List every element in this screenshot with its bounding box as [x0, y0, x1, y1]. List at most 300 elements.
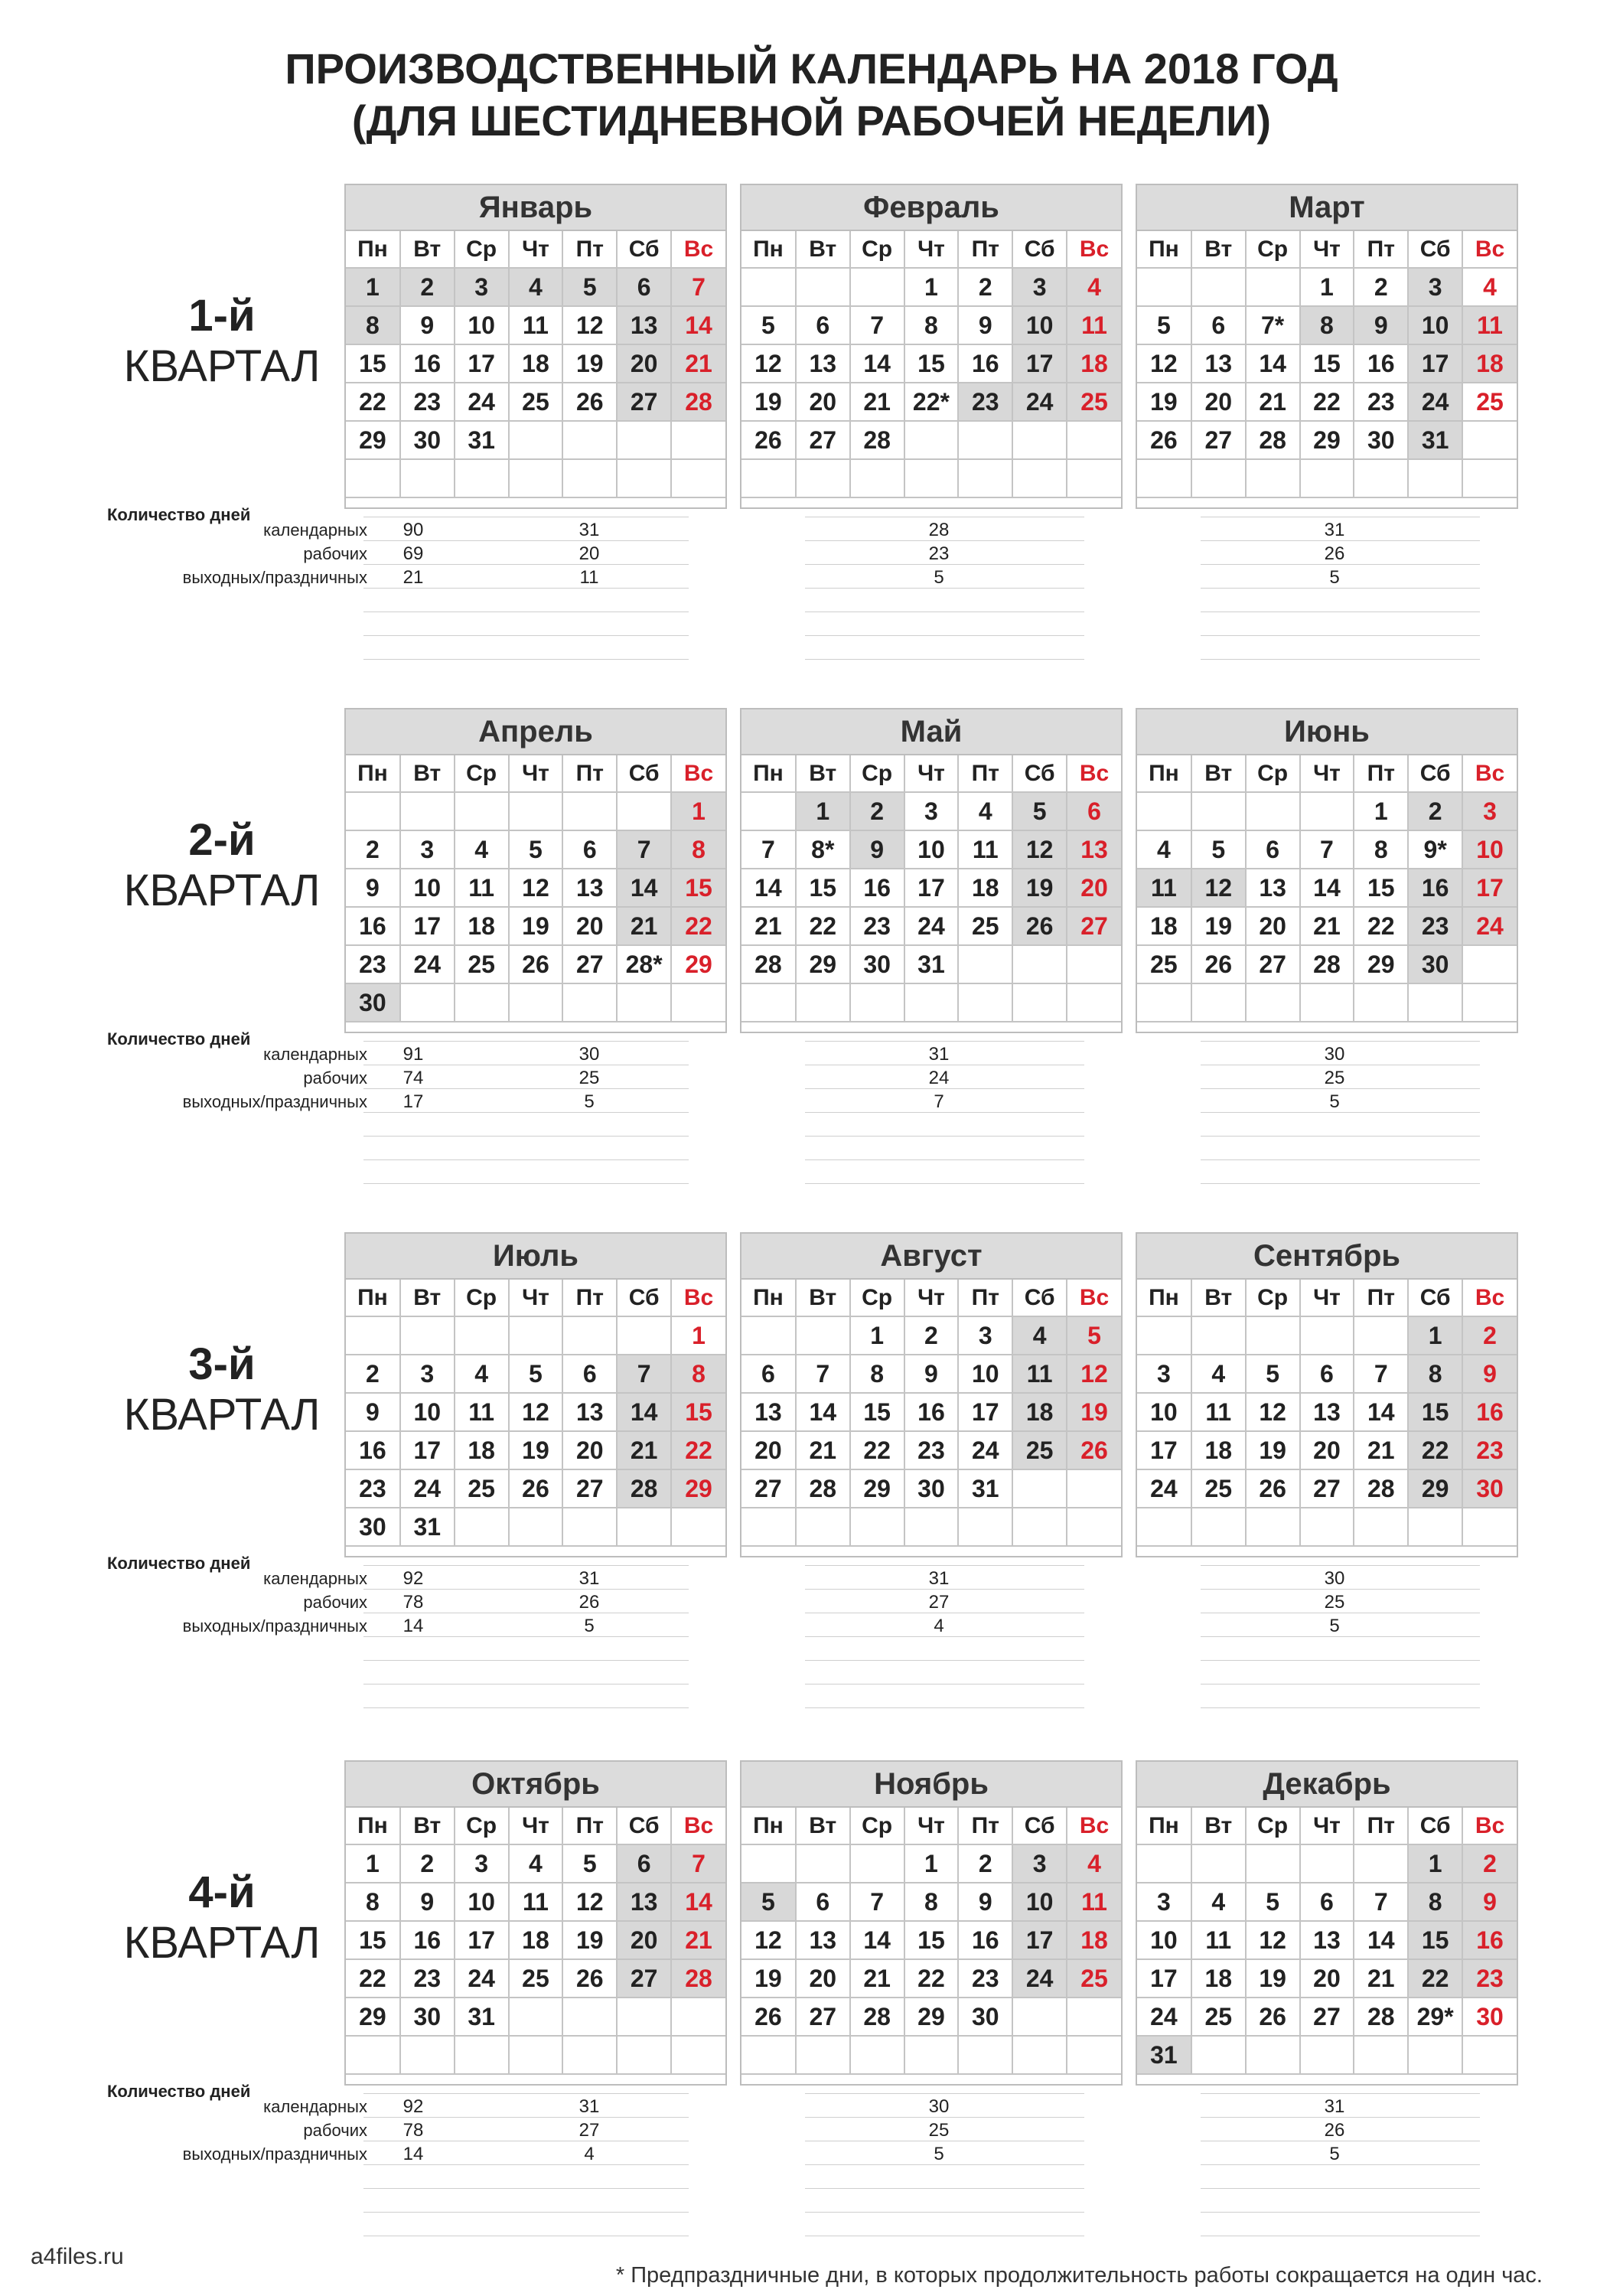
day-cell: 29: [796, 945, 850, 983]
day-cell: 13: [796, 344, 850, 383]
weekday-header: Пт: [562, 1808, 617, 1844]
empty-cell: [617, 1998, 671, 2036]
day-cell: 27: [617, 1959, 671, 1998]
day-cell: 29: [1408, 1469, 1462, 1508]
day-cell: 18: [1012, 1393, 1067, 1431]
day-cell: 23: [1408, 907, 1462, 945]
empty-cell: [958, 2036, 1012, 2074]
empty-cell: [1137, 1508, 1191, 1546]
day-cell: 9: [1462, 1355, 1517, 1393]
day-cell: 19: [1067, 1393, 1121, 1431]
weekday-header: Сб: [1012, 1808, 1067, 1844]
week-row: [741, 945, 1121, 983]
empty-cell: [400, 459, 455, 497]
day-cell: 5: [1246, 1883, 1300, 1921]
day-cell: 4: [1067, 1844, 1121, 1883]
day-cell: 6: [741, 1355, 796, 1393]
empty-cell: [1300, 983, 1354, 1022]
empty-cell: [509, 792, 563, 830]
day-cell: 7*: [1246, 306, 1300, 344]
week-row: [346, 1844, 725, 1883]
weekday-header: Пт: [1354, 1808, 1408, 1844]
rule-line: [805, 1636, 1084, 1637]
month-count-working: 26: [578, 1592, 600, 1613]
day-cell: 4: [958, 792, 1012, 830]
empty-cell: [958, 459, 1012, 497]
day-cell: 16: [1354, 344, 1408, 383]
empty-cell: [1354, 2036, 1408, 2074]
day-cell: 7: [671, 268, 725, 306]
day-cell: 28: [1354, 1469, 1408, 1508]
weekday-header: Сб: [1408, 231, 1462, 268]
counts-label-weekends: выходных/праздничных: [182, 1616, 367, 1636]
quarter-word: КВАРТАЛ: [123, 341, 321, 391]
day-cell: 26: [1067, 1431, 1121, 1469]
month-grid: [346, 1280, 725, 1547]
rule-line: [1201, 2117, 1480, 2118]
day-cell: 14: [1354, 1921, 1408, 1959]
day-cell: 20: [1191, 383, 1246, 421]
day-cell: 19: [509, 1431, 563, 1469]
day-cell: 17: [1012, 1921, 1067, 1959]
month-grid: [1137, 1280, 1517, 1547]
day-cell: 4: [455, 1355, 509, 1393]
month-count-weekends: 5: [934, 567, 944, 588]
day-cell: 25: [1462, 383, 1517, 421]
day-cell: 14: [1246, 344, 1300, 383]
day-cell: 15: [346, 344, 400, 383]
week-row: [346, 268, 725, 306]
rule-line: [363, 635, 689, 636]
weekday-header: Вт: [1191, 1280, 1246, 1316]
empty-cell: [1067, 459, 1121, 497]
month-count-weekends: 5: [1329, 1616, 1340, 1636]
rule-line: [805, 1707, 1084, 1708]
day-cell: 29: [346, 421, 400, 459]
month-grid: [741, 1280, 1121, 1547]
empty-cell: [741, 2036, 796, 2074]
month-name: Июль: [346, 1234, 725, 1280]
week-row: [741, 1393, 1121, 1431]
day-cell: 22: [850, 1431, 904, 1469]
day-cell: 26: [1246, 1469, 1300, 1508]
day-cell: 7: [617, 1355, 671, 1393]
empty-cell: [1137, 792, 1191, 830]
rule-line: [805, 1159, 1084, 1160]
day-cell: 20: [741, 1431, 796, 1469]
day-cell: 21: [671, 344, 725, 383]
day-cell: 18: [1462, 344, 1517, 383]
rule-line: [1201, 2212, 1480, 2213]
week-row: [741, 1883, 1121, 1921]
rule-line: [1201, 1159, 1480, 1160]
week-row: [346, 383, 725, 421]
day-cell: 8: [671, 1355, 725, 1393]
weekday-header: Чт: [1300, 1280, 1354, 1316]
week-row: [741, 421, 1121, 459]
week-row: [741, 459, 1121, 497]
day-cell: 22: [1354, 907, 1408, 945]
day-cell: 21: [850, 1959, 904, 1998]
day-cell: 22: [671, 907, 725, 945]
quarter-label: [107, 1339, 337, 1440]
week-row: [1137, 1959, 1517, 1998]
day-cell: 7: [1354, 1883, 1408, 1921]
week-row: [741, 344, 1121, 383]
empty-cell: [1012, 459, 1067, 497]
week-row: [741, 983, 1121, 1022]
day-cell: 23: [958, 383, 1012, 421]
day-cell: 26: [509, 945, 563, 983]
week-row: [741, 907, 1121, 945]
rule-line: [1201, 1589, 1480, 1590]
rule-line: [1201, 659, 1480, 660]
weekday-header: Сб: [617, 1280, 671, 1316]
counts-label-weekends: выходных/праздничных: [182, 568, 367, 587]
weekday-row: [1137, 1808, 1517, 1844]
rule-line: [1201, 588, 1480, 589]
empty-cell: [1012, 983, 1067, 1022]
empty-cell: [850, 2036, 904, 2074]
quarter-word: КВАРТАЛ: [123, 1918, 321, 1968]
day-cell: 25: [1191, 1469, 1246, 1508]
day-cell: 13: [1300, 1393, 1354, 1431]
day-cell: 21: [617, 907, 671, 945]
day-cell: 24: [1012, 1959, 1067, 1998]
empty-cell: [1354, 1844, 1408, 1883]
day-cell: 26: [741, 1998, 796, 2036]
day-cell: 10: [1012, 306, 1067, 344]
empty-cell: [562, 2036, 617, 2074]
weekday-header: Пн: [1137, 1280, 1191, 1316]
week-row: [1137, 268, 1517, 306]
day-cell: 3: [1137, 1355, 1191, 1393]
day-cell: 9*: [1408, 830, 1462, 869]
month-name: Май: [741, 709, 1121, 755]
day-cell: 12: [1246, 1393, 1300, 1431]
day-cell: 24: [1462, 907, 1517, 945]
day-cell: 21: [741, 907, 796, 945]
day-cell: 15: [1408, 1921, 1462, 1959]
day-cell: 21: [671, 1921, 725, 1959]
day-cell: 27: [562, 1469, 617, 1508]
day-cell: 28: [796, 1469, 850, 1508]
empty-cell: [509, 2036, 563, 2074]
day-cell: 13: [1246, 869, 1300, 907]
month-count-calendar: 31: [578, 2096, 600, 2117]
week-row: [1137, 1508, 1517, 1546]
week-row: [1137, 344, 1517, 383]
day-cell: 7: [850, 306, 904, 344]
weekday-row: [1137, 755, 1517, 792]
month-count-working: 25: [928, 2120, 950, 2141]
day-cell: 16: [850, 869, 904, 907]
weekday-header: Чт: [1300, 755, 1354, 792]
day-cell: 31: [455, 1998, 509, 2036]
day-cell: 30: [1462, 1998, 1517, 2036]
day-cell: 6: [1300, 1883, 1354, 1921]
day-cell: 17: [1012, 344, 1067, 383]
weekday-header: Пн: [346, 1808, 400, 1844]
empty-cell: [1137, 1844, 1191, 1883]
day-cell: 9: [958, 306, 1012, 344]
day-cell: 14: [617, 1393, 671, 1431]
week-row: [1137, 945, 1517, 983]
day-cell: 30: [1408, 945, 1462, 983]
week-row: [741, 1508, 1121, 1546]
day-cell: 2: [904, 1316, 959, 1355]
day-cell: 10: [1012, 1883, 1067, 1921]
empty-cell: [562, 792, 617, 830]
day-cell: 11: [1191, 1921, 1246, 1959]
day-cell: 30: [904, 1469, 959, 1508]
day-cell: 27: [1300, 1998, 1354, 2036]
weekday-header: Вт: [400, 1808, 455, 1844]
empty-cell: [400, 792, 455, 830]
weekday-header: Сб: [617, 1808, 671, 1844]
day-cell: 15: [850, 1393, 904, 1431]
day-cell: 23: [850, 907, 904, 945]
day-cell: 25: [958, 907, 1012, 945]
day-cell: 3: [904, 792, 959, 830]
day-cell: 3: [400, 1355, 455, 1393]
month-calendar: [1136, 1232, 1518, 1557]
day-cell: 1: [1300, 268, 1354, 306]
empty-cell: [904, 983, 959, 1022]
day-cell: 8: [850, 1355, 904, 1393]
month-grid: [1137, 755, 1517, 1022]
week-row: [346, 421, 725, 459]
day-cell: 25: [455, 1469, 509, 1508]
month-name: Февраль: [741, 185, 1121, 231]
day-cell: 14: [1354, 1393, 1408, 1431]
empty-cell: [1408, 983, 1462, 1022]
day-cell: 31: [1137, 2036, 1191, 2074]
day-cell: 13: [741, 1393, 796, 1431]
day-cell: 6: [1300, 1355, 1354, 1393]
day-cell: 26: [562, 383, 617, 421]
day-cell: 20: [617, 1921, 671, 1959]
day-cell: 14: [1300, 869, 1354, 907]
counts-heading: Количество дней: [107, 1554, 251, 1573]
month-count-working: 26: [1324, 2120, 1345, 2141]
weekday-header: Пт: [958, 1808, 1012, 1844]
empty-cell: [617, 1508, 671, 1546]
day-cell: 18: [1137, 907, 1191, 945]
day-cell: 26: [741, 421, 796, 459]
empty-cell: [1067, 421, 1121, 459]
weekday-header: Сб: [1408, 1280, 1462, 1316]
day-cell: 27: [796, 421, 850, 459]
weekday-header: Сб: [1408, 1808, 1462, 1844]
empty-cell: [400, 1316, 455, 1355]
month-grid: [1137, 231, 1517, 498]
weekday-header: Пн: [346, 1280, 400, 1316]
weekday-header: Ср: [1246, 1280, 1300, 1316]
day-cell: 11: [1067, 1883, 1121, 1921]
week-row: [741, 1431, 1121, 1469]
month-count-weekends: 7: [934, 1091, 944, 1112]
day-cell: 22: [671, 1431, 725, 1469]
day-cell: 18: [455, 907, 509, 945]
rule-line: [363, 2212, 689, 2213]
weekday-header: Пн: [741, 1808, 796, 1844]
empty-cell: [796, 2036, 850, 2074]
day-cell: 19: [1191, 907, 1246, 945]
day-cell: 7: [741, 830, 796, 869]
day-cell: 27: [1300, 1469, 1354, 1508]
rule-line: [805, 1660, 1084, 1661]
empty-cell: [741, 983, 796, 1022]
day-cell: 6: [796, 1883, 850, 1921]
weekday-header: Чт: [904, 231, 959, 268]
day-cell: 14: [617, 869, 671, 907]
rule-line: [1201, 564, 1480, 565]
day-cell: 4: [1462, 268, 1517, 306]
month-name: Декабрь: [1137, 1762, 1517, 1808]
day-cell: 12: [562, 1883, 617, 1921]
day-cell: 19: [741, 383, 796, 421]
day-cell: 23: [904, 1431, 959, 1469]
month-count-working: 27: [928, 1592, 950, 1613]
weekday-header: Вс: [1067, 1808, 1121, 1844]
counts-label-working: рабочих: [303, 2121, 367, 2140]
empty-cell: [562, 421, 617, 459]
week-row: [346, 792, 725, 830]
empty-cell: [796, 1316, 850, 1355]
weekday-row: [741, 1280, 1121, 1316]
weekday-row: [346, 231, 725, 268]
empty-cell: [1191, 983, 1246, 1022]
day-cell: 20: [562, 907, 617, 945]
quarter-total-weekends: 14: [402, 2144, 424, 2164]
day-cell: 23: [346, 1469, 400, 1508]
day-cell: 22: [1408, 1431, 1462, 1469]
day-cell: 10: [400, 1393, 455, 1431]
weekday-header: Пн: [741, 231, 796, 268]
day-cell: 20: [796, 1959, 850, 1998]
empty-cell: [617, 792, 671, 830]
day-cell: 1: [1408, 1316, 1462, 1355]
day-cell: 1: [850, 1316, 904, 1355]
month-count-working: 26: [1324, 543, 1345, 564]
rule-line: [805, 1041, 1084, 1042]
month-calendar: [344, 1760, 727, 2086]
day-cell: 28: [671, 383, 725, 421]
month-count-weekends: 5: [584, 1616, 595, 1636]
rule-line: [1201, 1183, 1480, 1184]
month-count-weekends: 11: [579, 567, 599, 588]
day-cell: 3: [455, 268, 509, 306]
empty-cell: [1012, 2036, 1067, 2074]
day-cell: 24: [455, 1959, 509, 1998]
day-cell: 30: [400, 421, 455, 459]
day-cell: 15: [904, 1921, 959, 1959]
week-row: [346, 1393, 725, 1431]
day-cell: 24: [1137, 1998, 1191, 2036]
empty-cell: [796, 983, 850, 1022]
month-name: Октябрь: [346, 1762, 725, 1808]
month-count-calendar: 31: [1324, 520, 1345, 540]
week-row: [741, 1316, 1121, 1355]
empty-cell: [509, 983, 563, 1022]
day-cell: 16: [1462, 1921, 1517, 1959]
day-cell: 29: [671, 1469, 725, 1508]
empty-cell: [1408, 459, 1462, 497]
weekday-header: Вс: [1462, 231, 1517, 268]
rule-line: [1201, 1660, 1480, 1661]
quarter-number: 4-й: [188, 1867, 256, 1917]
day-cell: 8: [1354, 830, 1408, 869]
day-cell: 20: [796, 383, 850, 421]
weekday-header: Сб: [617, 755, 671, 792]
day-cell: 14: [796, 1393, 850, 1431]
day-cell: 22*: [904, 383, 959, 421]
weekday-header: Пт: [958, 231, 1012, 268]
day-cell: 5: [1067, 1316, 1121, 1355]
day-cell: 17: [400, 1431, 455, 1469]
day-cell: 21: [796, 1431, 850, 1469]
day-cell: 11: [509, 1883, 563, 1921]
day-cell: 8: [671, 830, 725, 869]
day-cell: 12: [741, 1921, 796, 1959]
weekday-header: Пн: [741, 1280, 796, 1316]
day-cell: 17: [1137, 1431, 1191, 1469]
day-cell: 2: [346, 830, 400, 869]
quarter-word: КВАРТАЛ: [123, 1390, 321, 1440]
day-cell: 1: [671, 1316, 725, 1355]
weekday-header: Вс: [671, 755, 725, 792]
weekday-header: Ср: [850, 1808, 904, 1844]
rule-line: [805, 2093, 1084, 2094]
day-cell: 16: [1408, 869, 1462, 907]
week-row: [741, 306, 1121, 344]
day-cell: 24: [1012, 383, 1067, 421]
week-row: [741, 2036, 1121, 2074]
month-count-calendar: 30: [1324, 1044, 1345, 1065]
day-cell: 23: [1462, 1959, 1517, 1998]
day-cell: 16: [400, 344, 455, 383]
month-count-calendar: 31: [928, 1568, 950, 1589]
month-count-calendar: 31: [578, 520, 600, 540]
day-cell: 26: [1137, 421, 1191, 459]
day-cell: 21: [1354, 1959, 1408, 1998]
day-cell: 22: [346, 383, 400, 421]
day-cell: 7: [1354, 1355, 1408, 1393]
empty-cell: [671, 1508, 725, 1546]
day-cell: 2: [400, 1844, 455, 1883]
day-cell: 5: [562, 1844, 617, 1883]
month-count-working: 25: [1324, 1068, 1345, 1088]
empty-cell: [1246, 983, 1300, 1022]
month-grid: [741, 1808, 1121, 2075]
empty-cell: [741, 268, 796, 306]
rule-line: [363, 659, 689, 660]
empty-cell: [509, 459, 563, 497]
day-cell: 1: [796, 792, 850, 830]
month-count-weekends: 5: [934, 2144, 944, 2164]
day-cell: 12: [1012, 830, 1067, 869]
empty-cell: [509, 1998, 563, 2036]
day-cell: 16: [1462, 1393, 1517, 1431]
day-cell: 4: [1191, 1883, 1246, 1921]
day-cell: 17: [1408, 344, 1462, 383]
month-name: Март: [1137, 185, 1517, 231]
empty-cell: [1191, 1316, 1246, 1355]
day-cell: 18: [455, 1431, 509, 1469]
day-cell: 30: [850, 945, 904, 983]
month-count-weekends: 5: [584, 1091, 595, 1112]
